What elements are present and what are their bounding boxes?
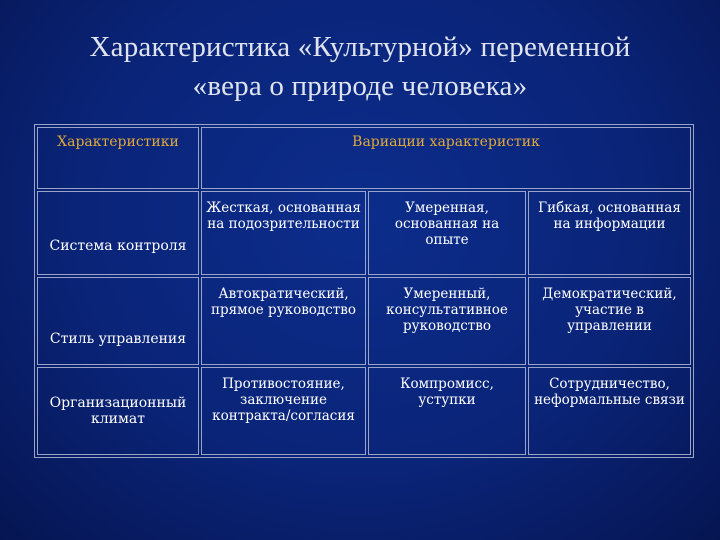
table-cell: Гибкая, основанная на информации [528,191,691,275]
table-row [37,367,691,455]
table-cell: Умеренная, основанная на опыте [368,191,526,275]
title-line-2: «вера о природе человека» [192,70,528,102]
header-variations: Вариации характеристик [201,127,691,189]
slide-title [30,28,690,106]
characteristics-table [34,124,686,458]
table-cell: Сотрудничество, неформальные связи [528,367,691,455]
table-cell: Умеренный, консультативное руководство [368,277,526,365]
row-label-control-system: Система контроля [37,191,199,275]
table-header-row [37,127,691,189]
title-line-1: Характеристика «Культурной» переменной [89,31,631,63]
table-row [37,191,691,275]
table-cell: Автократический, прямое руководство [201,277,366,365]
table-row [37,277,691,365]
header-characteristics: Характеристики [37,127,199,189]
table-cell: Демократический, участие в управлении [528,277,691,365]
table-cell: Противостояние, заключение контракта/согласия [201,367,366,455]
row-label-organizational-climate: Организационный климат [37,367,199,455]
row-label-management-style: Стиль управления [37,277,199,365]
table-cell: Компромисс, уступки [368,367,526,455]
table-cell: Жесткая, основанная на подозрительности [201,191,366,275]
